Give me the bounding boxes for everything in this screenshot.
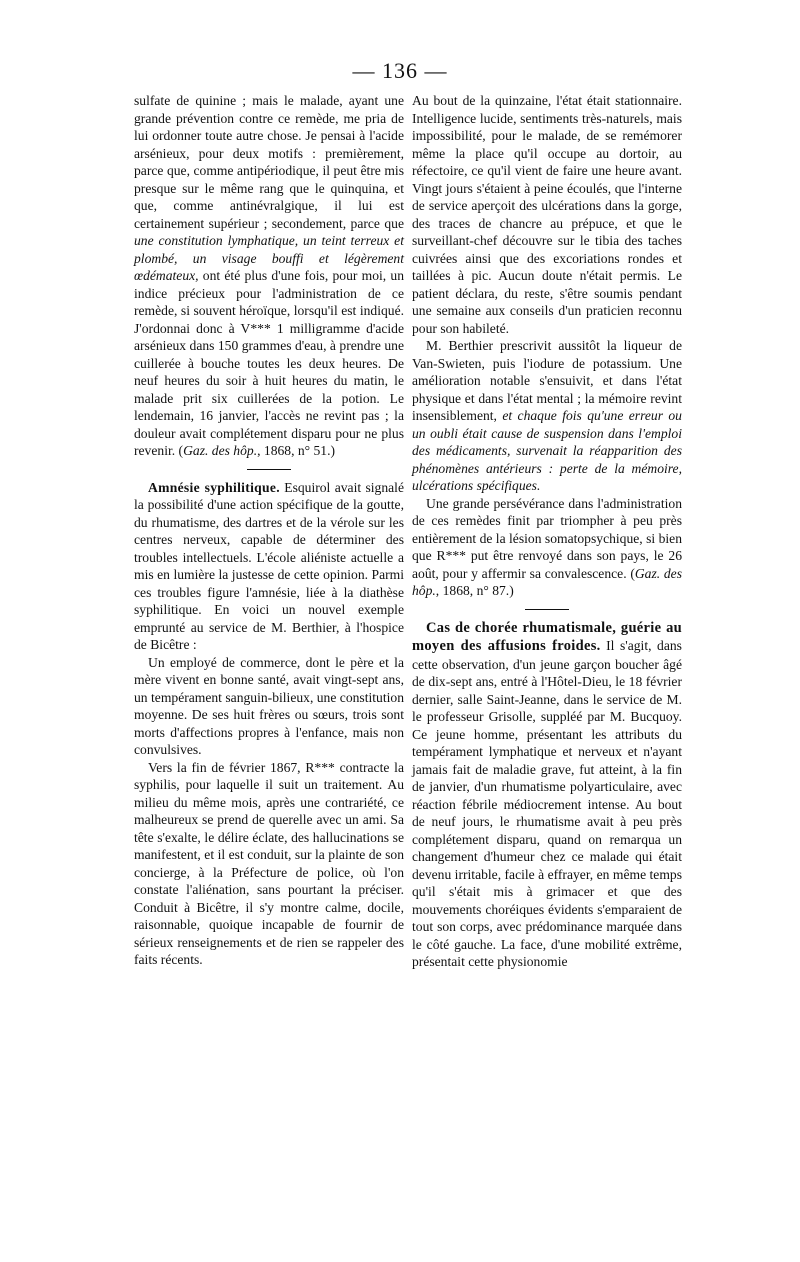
paragraph [134, 92, 404, 460]
text-run: , 1868, n° 51.) [257, 443, 336, 458]
section-paragraph [134, 479, 404, 654]
citation: Gaz. des hôp. [183, 443, 258, 458]
section-paragraph [412, 619, 682, 971]
italic-text: et chaque fois qu'une erreur ou un oubli était cause de suspension dans l'emploi des médicaments, survenait la réapparition des phénomènes antérieurs : perte de la mémoire, ulcérations spécifiques. [412, 408, 682, 493]
text-run: Esquirol avait signalé la possibilité d'une action spécifique de la goutte, du rhumatisme, des dartres et de la vérole sur les centres nerveux, capable de déterminer des troubles intellectuels. L'école aliéniste actuelle a mis en lumière la justesse de cette opinion. Parmi ces troubles figure l'amnésie, liée à la diathèse syphilitique. En voici un nouvel exemple emprunté au service de M. Berthier, à l'hospice de Bicêtre : [134, 479, 404, 652]
paragraph [412, 337, 682, 495]
paragraph [412, 495, 682, 600]
paragraph: Un employé de commerce, dont le père et la mère vivent en bonne santé, avait vingt-sept ans, un tempérament sanguin-bilieux, une constitution moyenne. De ses huit frères ou sœurs, trois sont morts d'affections propres à l'enfance, mais non convulsives. [134, 654, 404, 757]
citation: Gaz. des hôp. [412, 565, 682, 598]
text-run: Il s'agit, dans cette observation, d'un jeune garçon boucher âgé de dix-sept ans, entré à l'Hôtel-Dieu, le 18 février dernier, salle Saint-Jeanne, dans le service de M. le professeur Grisolle, suppléé par M. Bucquoy. Ce jeune homme, présentant les attributs du tempérament lymphatique et nerveux et n'ayant jamais fait de maladie grave, fut atteint, à la fin de janvier, d'un rhumatisme polyarticulaire, avec réaction fébrile médiocrement intense. Au bout de neuf jours, le rhumatisme avait à peu près complétement disparu, quand on remarqua un changement d'humeur chez ce malade qui était devenu irritable, facile à effrayer, en même temps qu'il s'était mis à grimacer et que des mouvements choréiques évidents s'emparaient de tout son corps, avec prédominance marquée dans le côté gauche. La face, d'une mobilité extrême, présentait cette physionomie [412, 638, 682, 969]
page-number: — 136 — [352, 58, 448, 83]
section-divider [247, 469, 291, 470]
text-run: M. Berthier prescrivit aussitôt la liqueur de Van-Swieten, puis l'iodure de potassium. Une amélioration notable s'ensuivit, et dans l'état physique et dans l'état mental ; la mémoire revint insensiblement, [412, 338, 682, 423]
section-title: Amnésie syphilitique. [148, 479, 280, 495]
section-title: Cas de chorée rhumatismale, guérie au moyen des affusions froides. [412, 619, 682, 654]
italic-text: une constitution lymphatique, un teint terreux et plombé, un visage bouffi et légèrement œdémateux, [134, 233, 404, 283]
text-run: sulfate de quinine ; mais le malade, ayant une grande prévention contre ce remède, me pria de lui ordonner toute autre chose. Je pensai à l'acide arsénieux, pour deux motifs : premièrement, parce que, comme antipériodique, il peut être mis presque sur le même rang que le quinquina, et que, comme antinévralgique, il lui est certainement supérieur ; secondement, parce que [134, 93, 404, 231]
right-column [412, 92, 682, 971]
text-run: Une grande persévérance dans l'administration de ces remèdes finit par triompher à peu près entièrement de la lésion somatopsychique, si bien que R*** put être renvoyé dans son pays, le 26 août, pour y affermir sa convalescence. ( [412, 495, 682, 581]
section-divider [525, 609, 569, 610]
text-run: , 1868, n° 87.) [435, 583, 514, 598]
paragraph: Vers la fin de février 1867, R*** contracte la syphilis, pour laquelle il suit un traitement. Au milieu du même mois, après une contrariété, ce malheureux se prend de querelle avec un ami. Sa tête s'exalte, le délire éclate, des hallucinations se manifestent, et il est conduit, sur la plainte de son concierge, à la Préfecture de police, où l'on constate l'aliénation, sans pourtant la préciser. Conduit à Bicêtre, il s'y montre calme, docile, raisonnable, quoique incapable de fournir de sérieux renseignements et de rien se rappeler des faits récents. [134, 759, 404, 967]
text-run: ont été plus d'une fois, pour moi, un indice précieux pour l'administration de ce remède, si souvent héroïque, lorsqu'il est indiqué. J'ordonnai donc à V*** 1 milligramme d'acide arsénieux dans 150 grammes d'eau, à prendre une cuillerée à bouche toutes les deux heures. De neuf heures du soir à huit heures du matin, le malade prit six cuillerées de la potion. Le lendemain, 16 janvier, l'accès ne revint pas ; la douleur avait complétement disparu pour ne plus revenir. ( [134, 268, 404, 458]
paragraph: Au bout de la quinzaine, l'état était stationnaire. Intelligence lucide, sentiments très-naturels, mais impossibilité, pour le malade, de se remémorer même la place qu'il occupe au dortoir, au réfectoire, ce qu'il vient de faire une heure avant. Vingt jours s'étaient à peine écoulés, que l'interne de service aperçoit des ulcérations dans la gorge, des traces de chancre au prépuce, et que le surveillant-chef découvre sur le tibia des taches cuivrées ainsi que des excoriations rondes et taillées à pic. Aucun doute n'était permis. Le patient déclara, du reste, s'être soumis pendant une semaine aux conseils d'un praticien reconnu pour son habileté. [412, 93, 682, 336]
left-column [134, 92, 404, 969]
